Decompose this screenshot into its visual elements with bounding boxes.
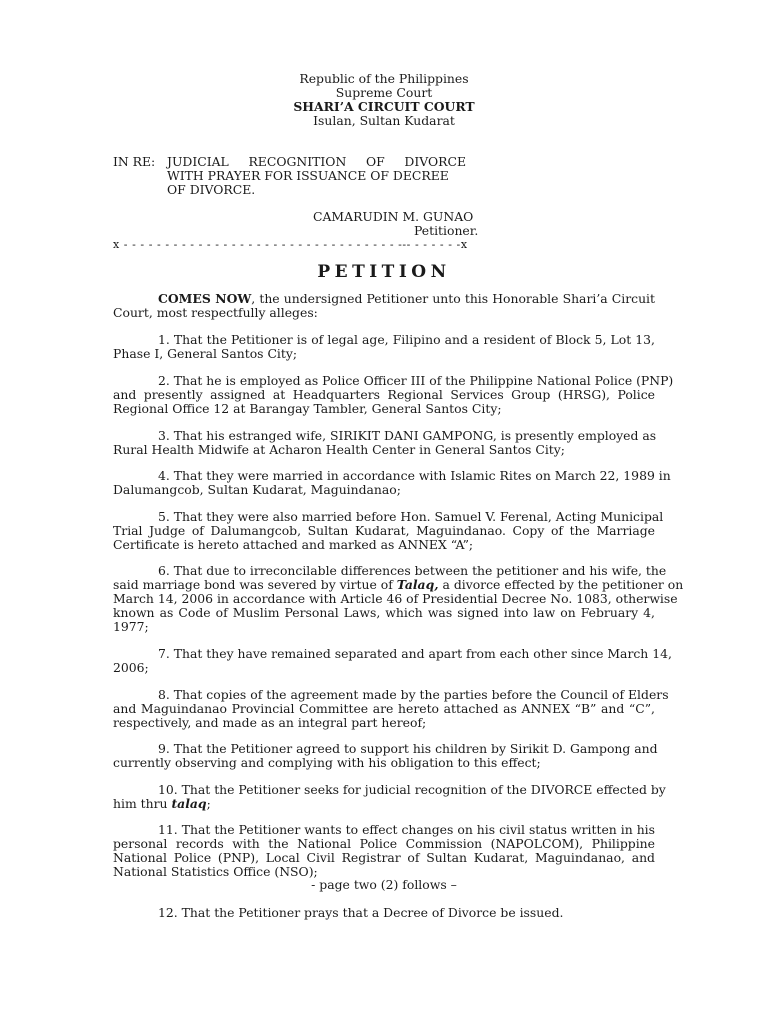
header-location: Isulan, Sultan Kudarat [313,113,455,128]
petitioner-name: CAMARUDIN M. GUNAO [313,209,474,224]
intro-line-1 [158,292,655,306]
paragraph-5-line-2: Trial Judge of Dalumangcob, Sultan Kudarat, Maguindanao. Copy of the Marriage [113,523,655,538]
paragraph-3-line-1: 3. That his estranged wife, SIRIKIT DANI GAMPONG, is presently employed as [158,428,657,443]
paragraph-2-line-2: and presently assigned at Headquarters Regional Services Group (HRSG), Police [113,387,655,402]
petitioner-label: Petitioner. [414,223,479,238]
intro-line-2: Court, most respectfully alleges: [113,305,318,320]
header-court-name: SHARI’A CIRCUIT COURT [293,99,475,114]
paragraph-9-line-1: 9. That the Petitioner agreed to support his children by Sirikit D. Gampong and [158,741,658,756]
in-re-label: IN RE: [113,154,156,169]
paragraph-10-line-2-end: ; [206,796,211,811]
paragraph-1-line-2: Phase I, General Santos City; [113,346,298,361]
paragraph-8-line-1: 8. That copies of the agreement made by the parties before the Council of Elders [158,687,669,702]
paragraph-9-line-2: currently observing and complying with his obligation to this effect; [113,755,541,770]
paragraph-11-line-1: 11. That the Petitioner wants to effect changes on his civil status written in his [158,822,655,837]
caption-title-line-2: WITH PRAYER FOR ISSUANCE OF DECREE [167,168,449,183]
paragraph-12-line-1: 12. That the Petitioner prays that a Decree of Divorce be issued. [158,905,564,920]
paragraph-6-line-4: known as Code of Muslim Personal Laws, which was signed into law on February 4, [113,605,655,620]
paragraph-6-line-2-end: a divorce effected by the petitioner on [438,577,684,592]
paragraph-2-line-3: Regional Office 12 at Barangay Tambler, General Santos City; [113,401,502,416]
talaq-term: Talaq, [396,577,439,592]
paragraph-6-line-3: March 14, 2006 in accordance with Article 46 of Presidential Decree No. 1083, otherwise [113,591,678,606]
paragraph-8-line-2: and Maguindanao Provincial Committee are hereto attached as ANNEX “B” and “C”, [113,701,655,716]
paragraph-4-line-2: Dalumangcob, Sultan Kudarat, Maguindanao; [113,482,401,497]
page-follows-note: - page two (2) follows – [311,877,457,892]
talaq-term-2: talaq [171,796,207,811]
paragraph-8-line-3: respectively, and made as an integral part hereof; [113,715,427,730]
paragraph-11-line-4: National Statistics Office (NSO); [113,864,318,879]
header-supreme-court: Supreme Court [335,85,433,100]
caption-divider: x - - - - - - - - - - - - - - - - - - - - - - - - - - - - - - - - - --- - - - - - -x [113,238,468,251]
paragraph-6-line-5: 1977; [113,619,149,634]
intro-rest: , the undersigned Petitioner unto this Honorable Shari’a Circuit [251,291,655,306]
paragraph-7-line-2: 2006; [113,660,149,675]
paragraph-11-line-3: National Police (PNP), Local Civil Registrar of Sultan Kudarat, Maguindanao, and [113,850,655,865]
paragraph-2-line-1: 2. That he is employed as Police Officer III of the Philippine National Police (PNP) [158,373,674,388]
paragraph-6-line-1: 6. That due to irreconcilable differences between the petitioner and his wife, the [158,563,667,578]
paragraph-6-line-2 [113,577,684,592]
caption-title-line-1: JUDICIAL RECOGNITION OF DIVORCE [167,154,466,169]
paragraph-4-line-1: 4. That they were married in accordance with Islamic Rites on March 22, 1989 in [158,468,671,483]
document-title: PETITION [317,262,451,282]
caption-title-line-3: OF DIVORCE. [167,182,256,197]
paragraph-10-line-2 [113,797,211,811]
paragraph-10-line-2-start: him thru [113,796,172,811]
paragraph-5-line-1: 5. That they were also married before Hon. Samuel V. Ferenal, Acting Municipal [158,509,664,524]
header-republic: Republic of the Philippines [299,71,469,86]
paragraph-1-line-1: 1. That the Petitioner is of legal age, Filipino and a resident of Block 5, Lot 13, [158,332,655,347]
intro-lead: COMES NOW [158,291,252,306]
paragraph-11-line-2: personal records with the National Police Commission (NAPOLCOM), Philippine [113,836,655,851]
paragraph-10-line-1: 10. That the Petitioner seeks for judicial recognition of the DIVORCE effected by [158,782,666,797]
paragraph-6-line-2-start: said marriage bond was severed by virtue of [113,577,397,592]
paragraph-5-line-3: Certificate is hereto attached and marked as ANNEX “A”; [113,537,474,552]
paragraph-7-line-1: 7. That they have remained separated and apart from each other since March 14, [158,646,672,661]
paragraph-3-line-2: Rural Health Midwife at Acharon Health Center in General Santos City; [113,442,565,457]
